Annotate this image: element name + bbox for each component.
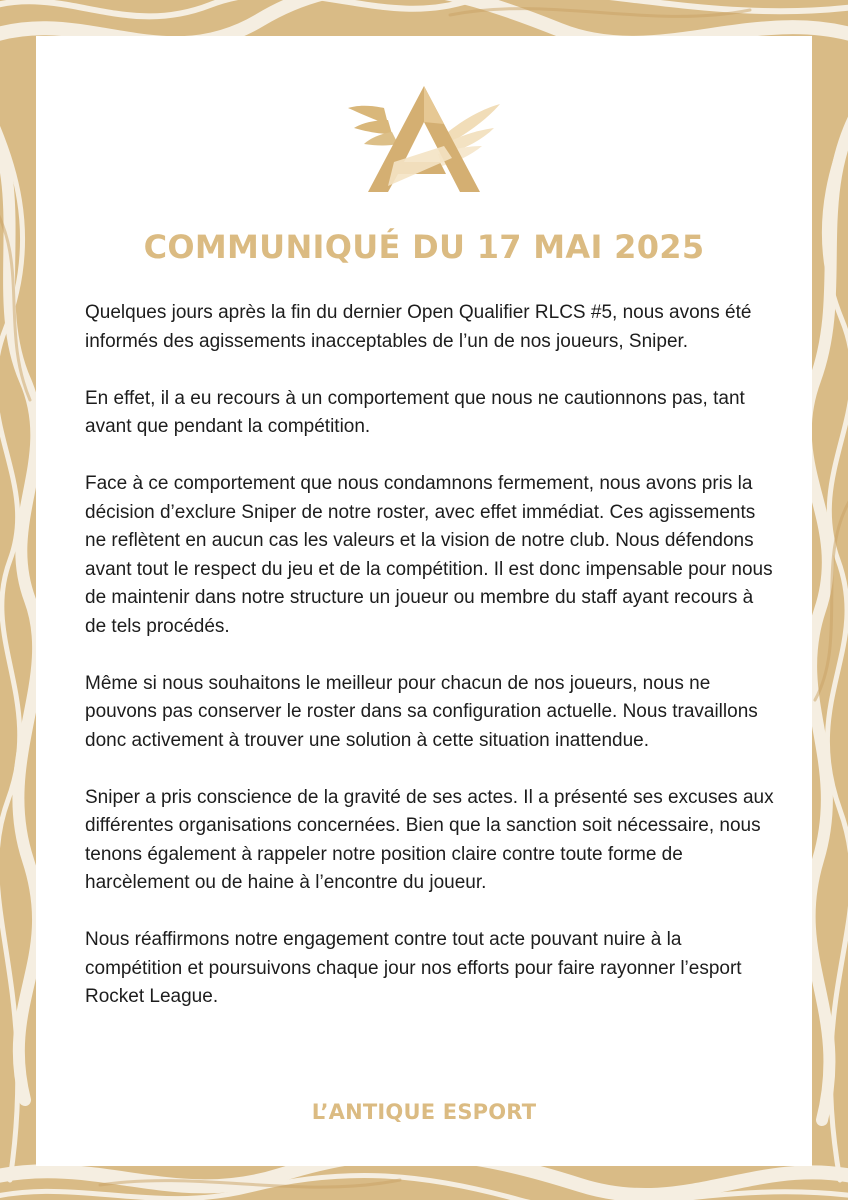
winged-a-logo-icon: [348, 86, 500, 194]
paragraph: Quelques jours après la fin du dernier Open Qualifier RLCS #5, nous avons été informés des agissements inacceptables de l’un de nos joueurs, Sniper.: [85, 302, 752, 352]
paragraph: En effet, il a eu recours à un comportement que nous ne cautionnons pas, tant avant que pendant la compétition.: [85, 387, 745, 437]
statement-body: [85, 299, 775, 1012]
paragraph: Nous réaffirmons notre engagement contre tout acte pouvant nuire à la compétition et poursuivons chaque jour nos efforts pour faire rayonner l’esport Rocket League.: [85, 929, 742, 1007]
statement-card: [36, 36, 812, 1166]
paragraph: Même si nous souhaitons le meilleur pour chacun de nos joueurs, nous ne pouvons pas conserver le roster dans sa configuration actuelle. Nous travaillons donc activement à trouver une solution à cette situation inattendue.: [85, 672, 758, 751]
paragraph: Sniper a pris conscience de la gravité de ses actes. Il a présenté ses excuses aux différentes organisations concernées. Bien que la sanction soit nécessaire, nous tenons également à rappeler notre position claire contre toute forme de harcèlement ou de haine à l’encontre du joueur.: [85, 786, 774, 893]
signature: L’ANTIQUE ESPORT: [311, 1100, 537, 1124]
statement-title: COMMUNIQUÉ DU 17 MAI 2025: [143, 228, 705, 266]
paragraph: Face à ce comportement que nous condamnons fermement, nous avons pris la décision d’exclure Sniper de notre roster, avec effet immédiat. Ces agissements ne reflètent en aucun cas les valeurs et la vision de notre club. Nous défendons avant tout le respect du jeu et de la compétition. Il est donc impensable pour nous de maintenir dans notre structure un joueur ou membre du staff ayant recours à de tels procédés.: [85, 473, 773, 637]
